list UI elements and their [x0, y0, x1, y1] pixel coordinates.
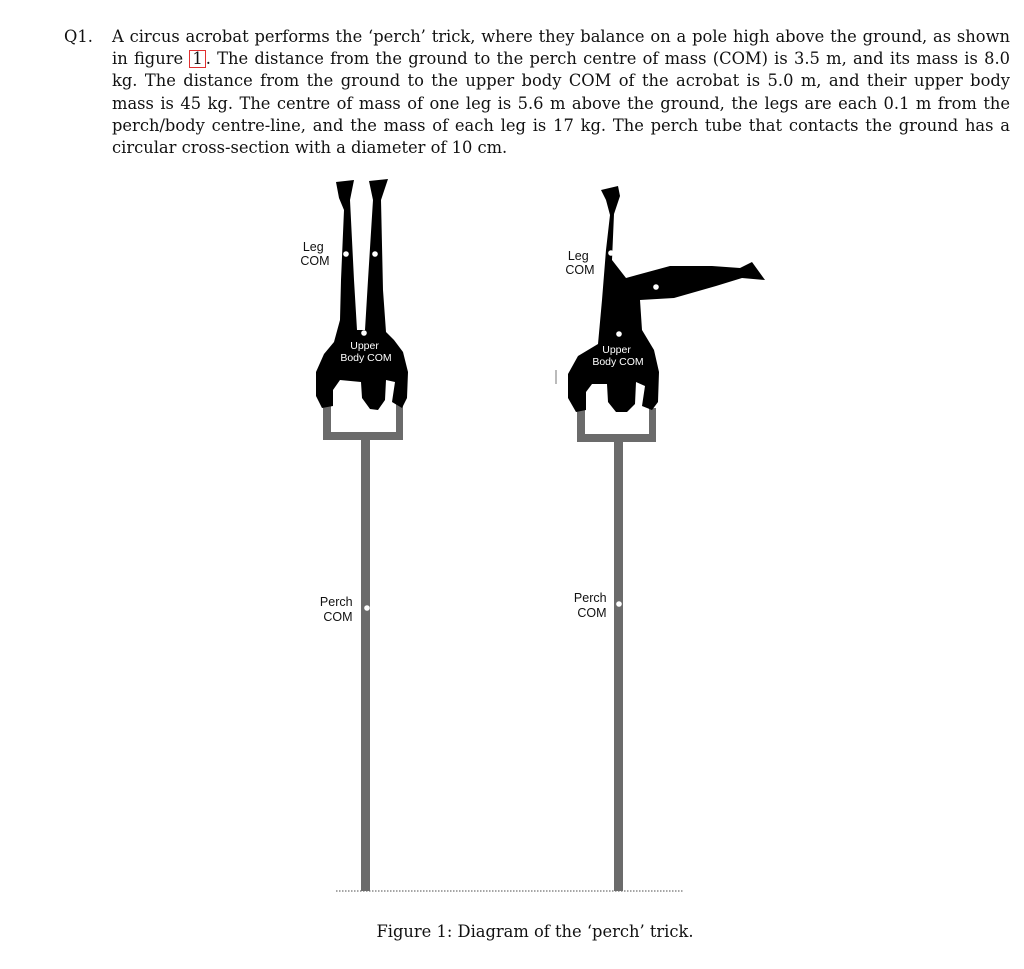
right-leg-com-label: Leg COM: [565, 249, 595, 277]
left-leg-com-label: Leg COM: [300, 240, 330, 268]
right-acrobat-figure: [556, 186, 765, 891]
question-text-part2: . The distance from the ground to the perch centre of mass (COM) is 3.5 m, and its mass is 8.0 kg. The distance from the ground to the upper body COM of the acrobat is 5.0 m, and their upper body mass is 45 kg. The centre of mass of one leg is 5.6 m above the ground, the legs are each 0.1 m from the perch/body centre-line, and the mass of each leg is 17 kg. The perch tube that contacts the ground has a circular cross-section with a diameter of 10 cm.: [112, 49, 1010, 158]
right-perch-com-label: Perch COM: [573, 591, 607, 620]
left-upper-body-com-dot: [361, 330, 367, 336]
right-acrobat-silhouette: [568, 186, 765, 412]
right-leg-com-dot-upright: [608, 250, 614, 256]
right-upper-body-com-label: Upper Body COM: [592, 344, 644, 368]
right-leg-com-dot-horizontal: [653, 284, 659, 290]
question-number: Q1.: [64, 27, 93, 46]
left-acrobat-silhouette: [316, 179, 408, 410]
left-perch-com-label: Perch COM: [319, 595, 353, 624]
left-perch-com-dot: [364, 605, 370, 611]
left-acrobat-figure: [300, 179, 408, 891]
left-perch-cradle: [323, 404, 403, 440]
left-upper-body-com-label: Upper Body COM: [340, 340, 392, 364]
question-text-part1: A circus acrobat performs the ‘perch’ trick, where they balance on a pole high above the ground, as shown in figure: [112, 27, 1010, 69]
right-pole: [614, 440, 623, 891]
figure-caption: Figure 1: Diagram of the ‘perch’ trick.: [376, 922, 694, 941]
right-perch-com-dot: [616, 601, 622, 607]
right-perch-cradle: [577, 408, 656, 442]
figure-reference-link[interactable]: 1: [189, 50, 205, 68]
right-upper-body-com-dot: [616, 331, 622, 337]
left-pole: [361, 438, 370, 891]
left-leg-com-dot-1: [343, 251, 349, 257]
left-leg-com-dot-2: [372, 251, 378, 257]
